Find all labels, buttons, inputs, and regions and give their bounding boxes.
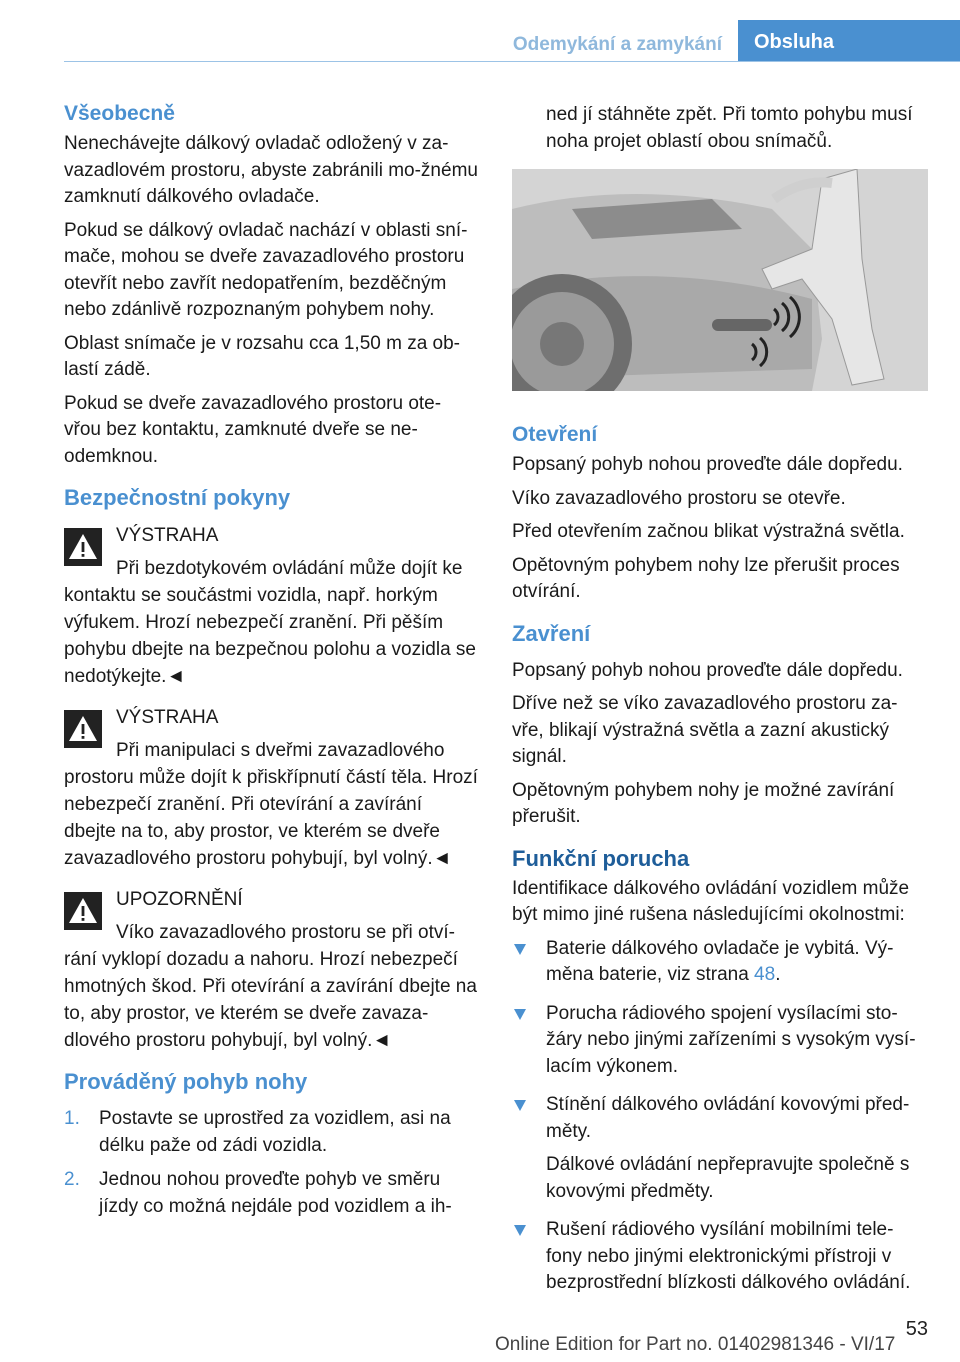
list-text: Rušení rádiového vysílání mobilními tele-fony nebo jinými elektronickými přístroji v bezprostřední blízkosti dálkového ovládání.	[546, 1219, 911, 1293]
page-number: 53	[905, 1318, 928, 1340]
right-column	[512, 102, 928, 1309]
heading-safety: Bezpečnostní pokyny	[64, 485, 291, 510]
list-text: Porucha rádiového spojení vysílacími sto-žáry nebo jinými zařízeními s vysokým vysí-lacím výkonem.	[546, 1002, 916, 1077]
list-item	[64, 1167, 478, 1220]
triangle-bullet-icon	[514, 1009, 526, 1020]
paragraph: Opětovným pohybem nohy je možné zavírání přerušit.	[512, 779, 895, 827]
paragraph: Pokud se dveře zavazadlového prostoru ote-vřou bez kontaktu, zamknuté dveře se ne-odemknou.	[64, 392, 442, 467]
list-item	[512, 1092, 928, 1205]
fault-list	[512, 936, 928, 1297]
header-section-title: Odemykání a zamykání	[512, 34, 722, 55]
caution-block	[64, 886, 478, 1054]
list-text: Stínění dálkového ovládání kovovými před-měty.	[546, 1094, 910, 1142]
steps-list	[64, 1106, 478, 1220]
warning-text-first: Při bezdotykovém ovládání může dojít ke	[116, 558, 463, 579]
paragraph: Pokud se dálkový ovladač nachází v oblasti sní-mače, mohou se dveře zavazadlového prostoru otevřít nebo zavřít nedopatřením, bezděčným nebo zdánlivě rozpoznaným pohybem nohy.	[64, 219, 468, 320]
footer-edition: Online Edition for Part no. 01402981346 - VI/17	[495, 1334, 896, 1355]
left-column	[64, 100, 478, 1228]
caution-text-first: Víko zavazadlového prostoru se při otví-	[116, 922, 456, 943]
list-text-end: .	[775, 964, 781, 985]
heading-fault: Funkční porucha	[512, 845, 690, 871]
list-item	[64, 1106, 478, 1159]
paragraph: Nenechávejte dálkový ovladač odložený v za-vazadlovém prostoru, abyste zabránili mo-žnému zamknutí dálkového ovladače.	[64, 133, 478, 207]
step-text: Jednou nohou proveďte pohyb ve směru jízdy co možná nejdále pod vozidlem a ih-	[99, 1169, 452, 1217]
paragraph: Víko zavazadlového prostoru se otevře.	[512, 487, 846, 509]
list-item	[512, 1001, 928, 1081]
heading-foot-motion: Prováděný pohyb nohy	[64, 1069, 308, 1094]
page-link[interactable]: 48	[754, 964, 776, 985]
header-chapter-tab: Obsluha	[738, 20, 960, 62]
heading-open: Otevření	[512, 423, 598, 446]
paragraph: Popsaný pohyb nohou proveďte dále dopředu.	[512, 659, 903, 681]
paragraph: Dříve než se víko zavazadlového prostoru za-vře, blikají výstražná světla a zazní akustický signál.	[512, 693, 898, 767]
caution-text: rání vyklopí dozadu a nahoru. Hrozí nebezpečí hmotných škod. Při otevírání a zavírání dbejte na to, aby prostor, ve kterém se dveře zavaza-dlového prostoru pohybují, byl volný.◄	[64, 949, 477, 1051]
paragraph: Před otevřením začnou blikat výstražná světla.	[512, 521, 905, 542]
warning-block	[64, 522, 478, 690]
step-number: 1.	[64, 1108, 80, 1129]
warning-triangle-icon	[64, 528, 102, 566]
heading-general: Všeobecně	[64, 102, 175, 125]
paragraph: Identifikace dálkového ovládání vozidlem může být mimo jiné rušena následujícími okolnostmi:	[512, 877, 910, 925]
caution-title: UPOZORNĚNÍ	[116, 889, 243, 910]
list-item	[512, 936, 928, 989]
heading-close: Zavření	[512, 620, 591, 646]
header-rule	[64, 61, 960, 62]
car-foot-sensor-illustration	[512, 169, 928, 391]
paragraph: Popsaný pohyb nohou proveďte dále dopředu.	[512, 454, 903, 475]
triangle-bullet-icon	[514, 1225, 526, 1236]
warning-text-first: Při manipulaci s dveřmi zavazadlového	[116, 740, 445, 761]
warning-triangle-icon	[64, 892, 102, 930]
warning-block	[64, 704, 478, 872]
list-subtext: Dálkové ovládání nepřepravujte společně s kovovými předměty.	[546, 1154, 910, 1202]
paragraph: Opětovným pohybem nohy lze přerušit proces otvírání.	[512, 554, 900, 602]
step-text: Postavte se uprostřed za vozidlem, asi na délku paže od zádi vozidla.	[99, 1108, 451, 1156]
warning-text: kontaktu se součástmi vozidla, např. horkým výfukem. Hrozí nebezpečí zranění. Při pěším pohybu dbejte na bezpečnou polohu a vozidla se nedotýkejte.◄	[64, 585, 476, 687]
page-header	[0, 0, 960, 62]
warning-title: VÝSTRAHA	[116, 525, 219, 546]
step-continuation: ned jí stáhněte zpět. Při tomto pohybu musí noha projet oblastí obou snímačů.	[546, 104, 913, 152]
triangle-bullet-icon	[514, 1100, 526, 1111]
step-number: 2.	[64, 1169, 80, 1190]
list-text: Baterie dálkového ovladače je vybitá. Vý-měna baterie, viz strana	[546, 937, 894, 985]
triangle-bullet-icon	[514, 944, 526, 955]
warning-title: VÝSTRAHA	[116, 707, 219, 728]
list-item	[512, 1217, 928, 1297]
illustration-foot-under-bumper	[512, 169, 928, 391]
paragraph: Oblast snímače je v rozsahu cca 1,50 m za ob-lastí zádě.	[64, 332, 461, 380]
warning-triangle-icon	[64, 710, 102, 748]
warning-text: prostoru může dojít k přiskřípnutí částí těla. Hrozí nebezpečí zranění. Při otevírání a zavírání dbejte na to, aby prostor, ve kterém se dveře zavazadlového prostoru pohybují, byl volný.◄	[64, 767, 478, 869]
